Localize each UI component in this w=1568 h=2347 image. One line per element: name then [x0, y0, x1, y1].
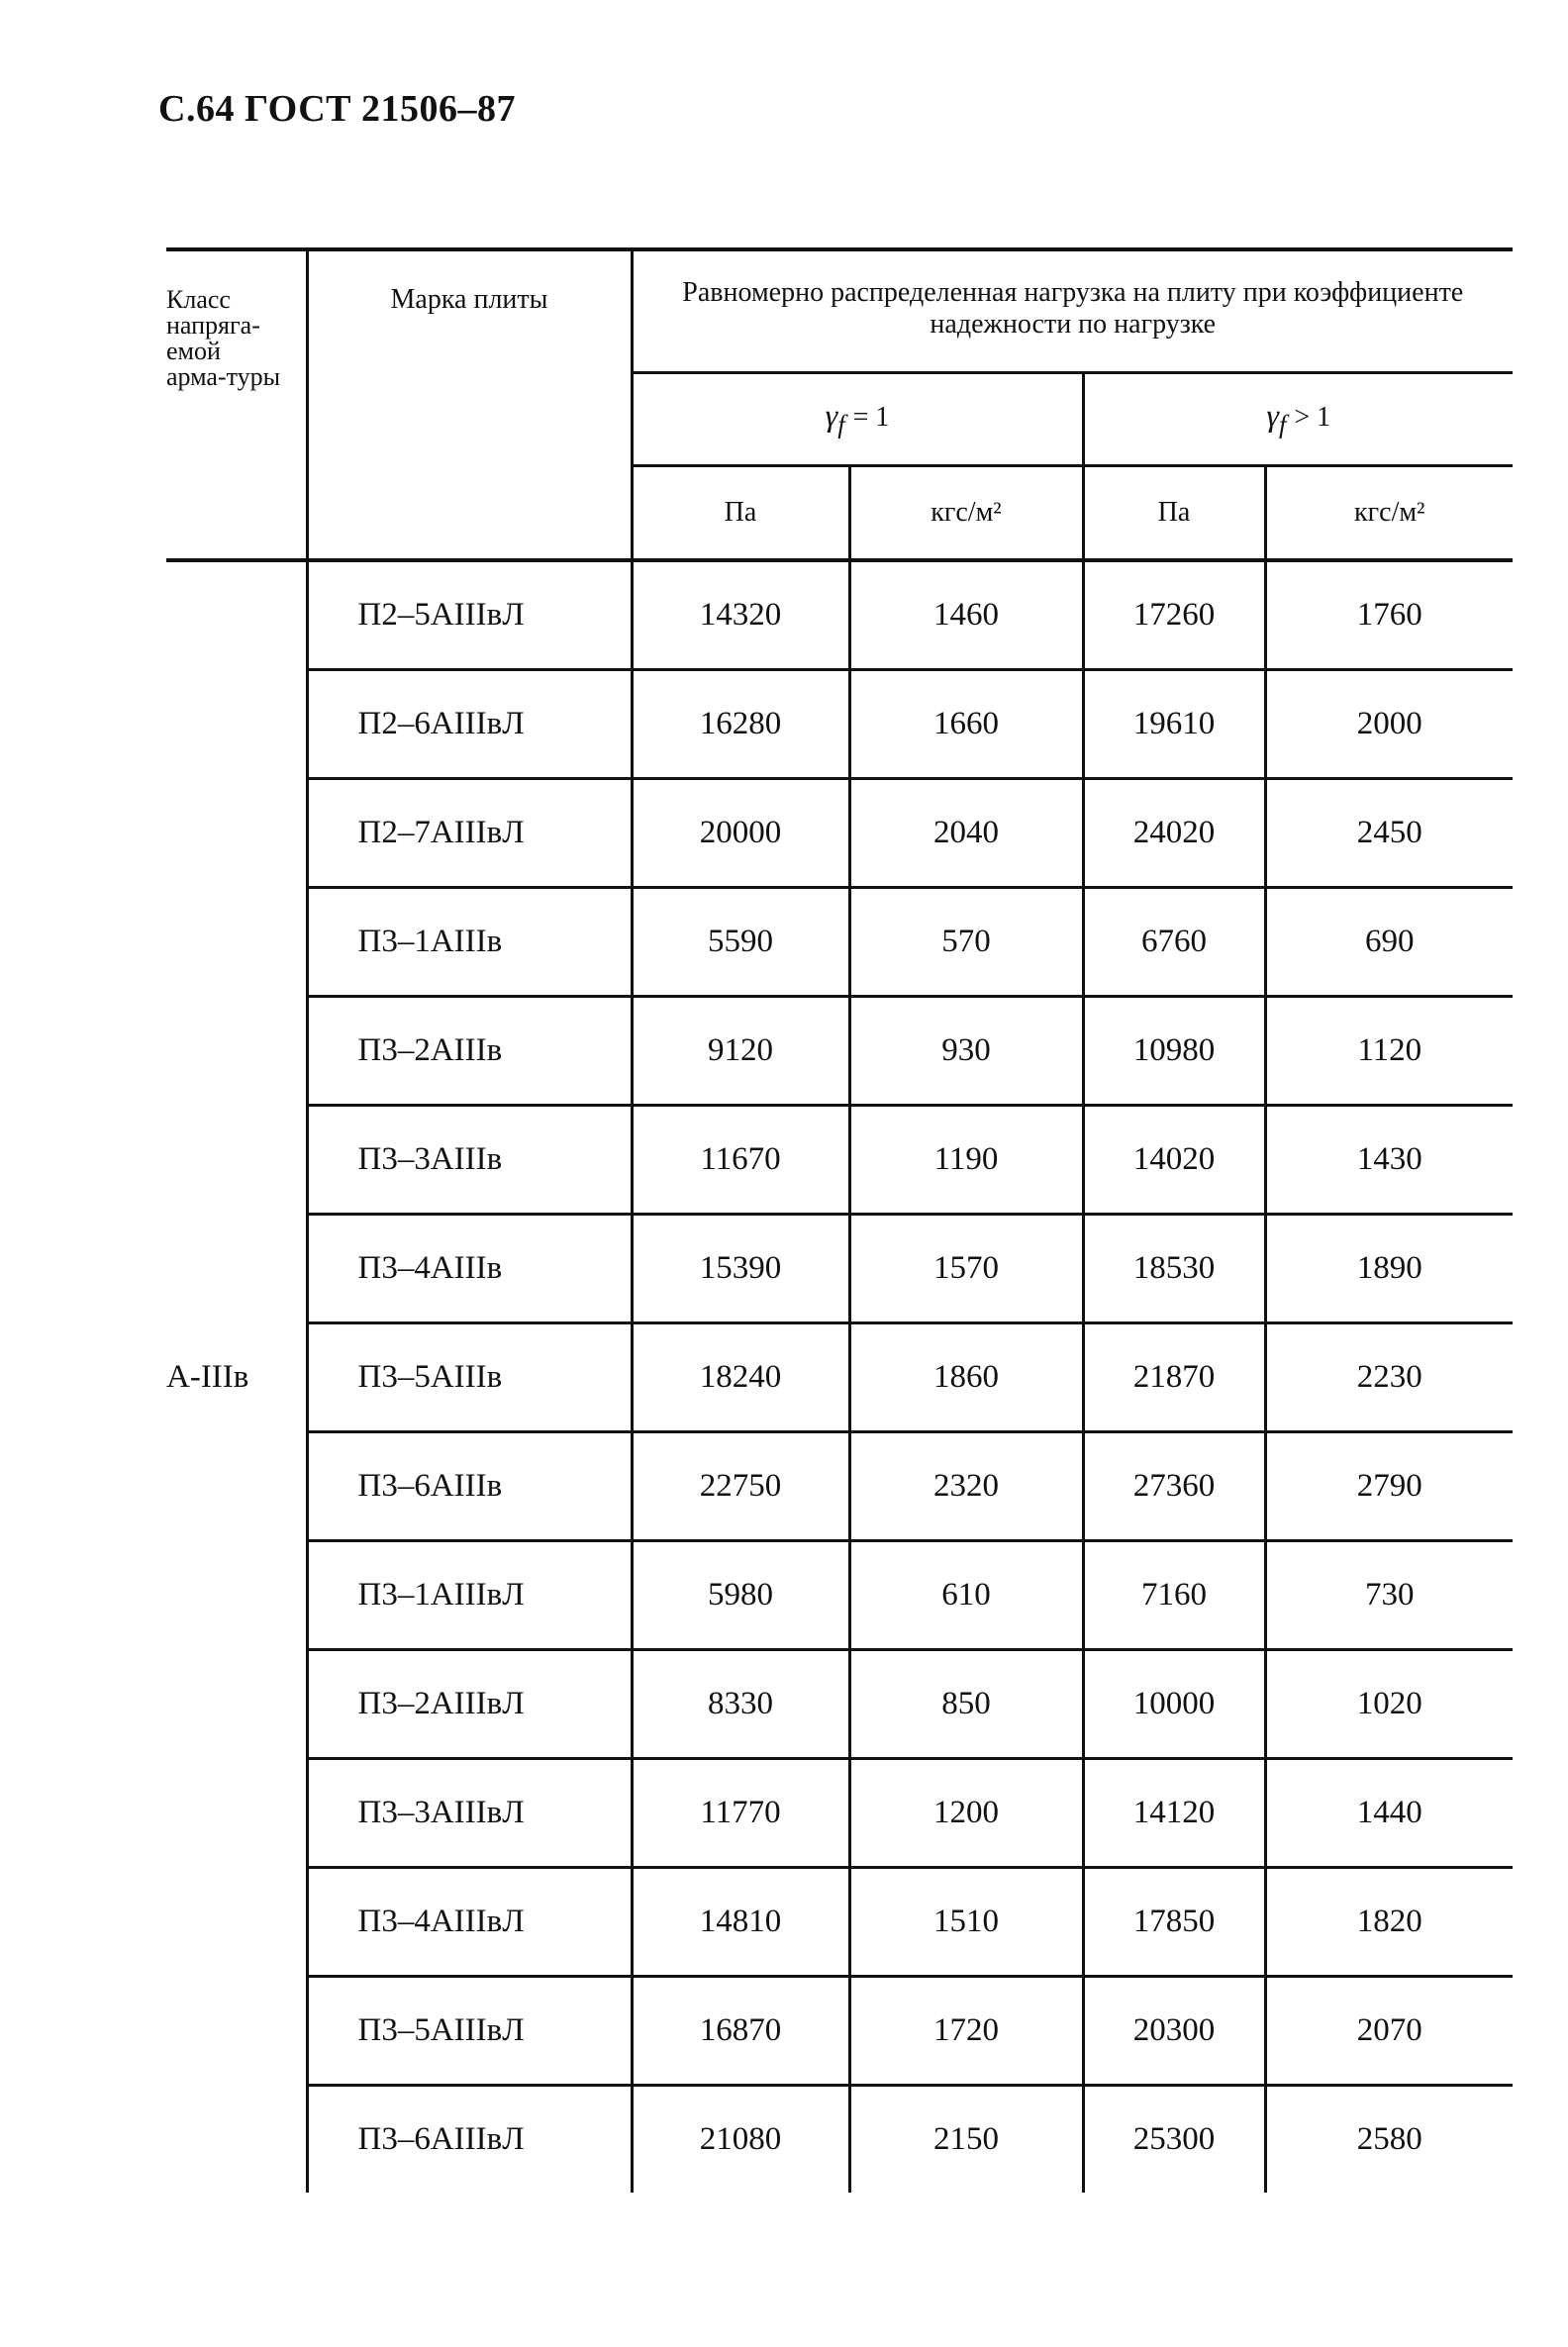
pa-gamma2-cell: 10980	[1083, 997, 1265, 1106]
pa-gamma2-cell: 27360	[1083, 1432, 1265, 1541]
pa-gamma2-cell: 17850	[1083, 1868, 1265, 1977]
load-table	[166, 247, 1513, 2193]
mark-cell: П3–5АIIIвЛ	[307, 1977, 632, 2086]
kgs-gamma1-cell: 1200	[849, 1759, 1083, 1868]
kgs-gamma2-cell: 2230	[1265, 1323, 1513, 1432]
mark-cell: П3–3АIIIвЛ	[307, 1759, 632, 1868]
kgs-gamma2-cell: 1020	[1265, 1650, 1513, 1759]
pa-gamma2-cell: 20300	[1083, 1977, 1265, 2086]
mark-cell: П3–4АIIIв	[307, 1215, 632, 1323]
table-row	[166, 1106, 1513, 1215]
pa-gamma2-cell: 14020	[1083, 1106, 1265, 1215]
table-row	[166, 670, 1513, 779]
kgs-gamma1-cell: 1510	[849, 1868, 1083, 1977]
pa-gamma1-cell: 15390	[632, 1215, 849, 1323]
pa-gamma1-cell: 11770	[632, 1759, 849, 1868]
mark-cell: П3–6АIIIв	[307, 1432, 632, 1541]
header-mark: Марка плиты	[307, 249, 632, 560]
kgs-gamma1-cell: 1190	[849, 1106, 1083, 1215]
header-gamma-equal-1	[632, 372, 1083, 465]
table-row	[166, 1215, 1513, 1323]
mark-cell: П3–4АIIIвЛ	[307, 1868, 632, 1977]
kgs-gamma2-cell: 730	[1265, 1541, 1513, 1650]
pa-gamma1-cell: 14810	[632, 1868, 849, 1977]
pa-gamma1-cell: 16280	[632, 670, 849, 779]
pa-gamma1-cell: 8330	[632, 1650, 849, 1759]
pa-gamma2-cell: 17260	[1083, 560, 1265, 670]
pa-gamma2-cell: 25300	[1083, 2086, 1265, 2194]
kgs-gamma2-cell: 1120	[1265, 997, 1513, 1106]
gamma2-symbol: γ	[1266, 397, 1279, 434]
table-row	[166, 2086, 1513, 2194]
gamma2-sub: f	[1278, 409, 1287, 440]
table-row	[166, 1432, 1513, 1541]
kgs-gamma2-cell: 1890	[1265, 1215, 1513, 1323]
header-class-label: Класс напряга-емой арма-туры	[166, 285, 281, 391]
kgs-gamma1-cell: 1570	[849, 1215, 1083, 1323]
kgs-gamma1-cell: 930	[849, 997, 1083, 1106]
kgs-gamma2-cell: 2790	[1265, 1432, 1513, 1541]
table-row	[166, 888, 1513, 997]
kgs-gamma1-cell: 610	[849, 1541, 1083, 1650]
pa-gamma2-cell: 24020	[1083, 779, 1265, 888]
pa-gamma2-cell: 18530	[1083, 1215, 1265, 1323]
mark-cell: П3–3АIIIв	[307, 1106, 632, 1215]
gamma1-sub: f	[837, 409, 845, 440]
pa-gamma2-cell: 19610	[1083, 670, 1265, 779]
kgs-gamma2-cell: 2070	[1265, 1977, 1513, 2086]
header-unit-kgs-1: кгс/м²	[849, 465, 1083, 560]
kgs-gamma2-cell: 1760	[1265, 560, 1513, 670]
kgs-gamma2-cell: 2000	[1265, 670, 1513, 779]
pa-gamma1-cell: 22750	[632, 1432, 849, 1541]
pa-gamma2-cell: 7160	[1083, 1541, 1265, 1650]
table-row	[166, 1868, 1513, 1977]
mark-cell: П3–2АIIIвЛ	[307, 1650, 632, 1759]
pa-gamma2-cell: 21870	[1083, 1323, 1265, 1432]
kgs-gamma1-cell: 2150	[849, 2086, 1083, 2194]
table-row	[166, 1977, 1513, 2086]
kgs-gamma2-cell: 690	[1265, 888, 1513, 997]
kgs-gamma2-cell: 1440	[1265, 1759, 1513, 1868]
kgs-gamma2-cell: 2450	[1265, 779, 1513, 888]
header-load: Равномерно распределенная нагрузка на плиту при коэффициенте надежности по нагрузке	[632, 249, 1513, 372]
kgs-gamma1-cell: 1720	[849, 1977, 1083, 2086]
mark-cell: П3–1АIIIвЛ	[307, 1541, 632, 1650]
mark-cell: П2–6АIIIвЛ	[307, 670, 632, 779]
mark-cell: П3–6АIIIвЛ	[307, 2086, 632, 2194]
kgs-gamma1-cell: 1860	[849, 1323, 1083, 1432]
pa-gamma2-cell: 6760	[1083, 888, 1265, 997]
table-row	[166, 560, 1513, 670]
mark-cell: П2–5АIIIвЛ	[307, 560, 632, 670]
kgs-gamma1-cell: 1460	[849, 560, 1083, 670]
pa-gamma1-cell: 16870	[632, 1977, 849, 2086]
gamma1-symbol: γ	[825, 397, 838, 434]
header-class	[166, 249, 307, 560]
pa-gamma1-cell: 9120	[632, 997, 849, 1106]
pa-gamma1-cell: 18240	[632, 1323, 849, 1432]
gamma2-rest: > 1	[1294, 402, 1331, 434]
pa-gamma1-cell: 14320	[632, 560, 849, 670]
page-header: С.64 ГОСТ 21506–87	[158, 88, 516, 130]
kgs-gamma1-cell: 2320	[849, 1432, 1083, 1541]
table-row	[166, 997, 1513, 1106]
mark-cell: П3–1АIIIв	[307, 888, 632, 997]
pa-gamma1-cell: 20000	[632, 779, 849, 888]
kgs-gamma2-cell: 1820	[1265, 1868, 1513, 1977]
pa-gamma1-cell: 5980	[632, 1541, 849, 1650]
mark-cell: П3–2АIIIв	[307, 997, 632, 1106]
kgs-gamma2-cell: 1430	[1265, 1106, 1513, 1215]
header-unit-kgs-2: кгс/м²	[1265, 465, 1513, 560]
table-row	[166, 779, 1513, 888]
header-unit-pa-1: Па	[632, 465, 849, 560]
kgs-gamma1-cell: 1660	[849, 670, 1083, 779]
pa-gamma1-cell: 21080	[632, 2086, 849, 2194]
kgs-gamma1-cell: 570	[849, 888, 1083, 997]
table-row	[166, 1541, 1513, 1650]
header-gamma-greater-1	[1083, 372, 1513, 465]
class-cell: А-IIIв	[166, 1359, 249, 1395]
kgs-gamma1-cell: 2040	[849, 779, 1083, 888]
mark-cell: П2–7АIIIвЛ	[307, 779, 632, 888]
pa-gamma2-cell: 10000	[1083, 1650, 1265, 1759]
pa-gamma2-cell: 14120	[1083, 1759, 1265, 1868]
gamma1-rest: = 1	[852, 402, 890, 434]
table-row	[166, 1650, 1513, 1759]
kgs-gamma1-cell: 850	[849, 1650, 1083, 1759]
pa-gamma1-cell: 11670	[632, 1106, 849, 1215]
header-unit-pa-2: Па	[1083, 465, 1265, 560]
mark-cell: П3–5АIIIв	[307, 1323, 632, 1432]
pa-gamma1-cell: 5590	[632, 888, 849, 997]
table-row	[166, 1323, 1513, 1432]
kgs-gamma2-cell: 2580	[1265, 2086, 1513, 2194]
table-row	[166, 1759, 1513, 1868]
